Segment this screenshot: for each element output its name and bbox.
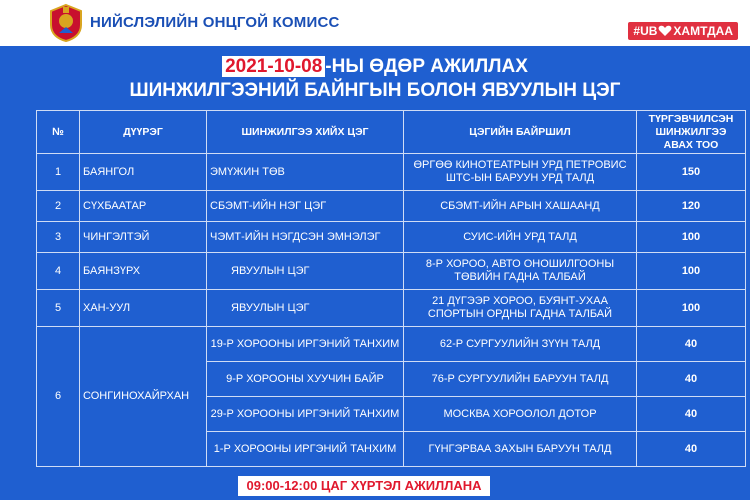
title-line-1 (0, 56, 750, 78)
row-location: СУИС-ИЙН УРД ТАЛД (404, 222, 637, 253)
hashtag-prefix: #UB (633, 24, 658, 38)
row-location: 62-Р СУРГУУЛИЙН ЗҮҮН ТАЛД (404, 327, 637, 362)
row-center: ЯВУУЛЫН ЦЭГ (207, 290, 404, 327)
row-center: 1-Р ХОРООНЫ ИРГЭНИЙ ТАНХИМ (207, 432, 404, 467)
table-header-row (37, 111, 746, 154)
row-center: 19-Р ХОРООНЫ ИРГЭНИЙ ТАНХИМ (207, 327, 404, 362)
row-count: 120 (637, 191, 746, 222)
emblem-icon (47, 3, 85, 43)
row-center: ЭМҮЖИН ТӨВ (207, 154, 404, 191)
table-row (37, 253, 746, 290)
row-center: 29-Р ХОРООНЫ ИРГЭНИЙ ТАНХИМ (207, 397, 404, 432)
row-no: 5 (37, 290, 80, 327)
header-no: № (37, 111, 80, 154)
row-no: 1 (37, 154, 80, 191)
row-location: 76-Р СУРГУУЛИЙН БАРУУН ТАЛД (404, 362, 637, 397)
row-center: ЯВУУЛЫН ЦЭГ (207, 253, 404, 290)
title-date: 2021-10-08 (222, 56, 325, 77)
row-count: 40 (637, 432, 746, 467)
hashtag-badge (628, 22, 738, 40)
row-count: 40 (637, 362, 746, 397)
row-count: 150 (637, 154, 746, 191)
row-location: 21 ДҮГЭЭР ХОРОО, БУЯНТ-УХАА СПОРТЫН ОРДНЫ ГАДНА ТАЛБАЙ (404, 290, 637, 327)
row-location: ГҮНГЭРВАА ЗАХЫН БАРУУН ТАЛД (404, 432, 637, 467)
header-district: ДҮҮРЭГ (80, 111, 207, 154)
working-hours-banner: 09:00-12:00 ЦАГ ХҮРТЭЛ АЖИЛЛАНА (238, 476, 490, 496)
row-district: БАЯНЗҮРХ (80, 253, 207, 290)
header-bar (0, 0, 750, 46)
testing-points-table (36, 110, 746, 467)
row-center: ЧЭМТ-ИЙН НЭГДСЭН ЭМНЭЛЭГ (207, 222, 404, 253)
row-location: СБЭМТ-ИЙН АРЫН ХАШААНД (404, 191, 637, 222)
row-location: ӨРГӨӨ КИНОТЕАТРЫН УРД ПЕТРОВИС ШТС-ЫН БАРУУН УРД ТАЛД (404, 154, 637, 191)
table-row (37, 191, 746, 222)
title-line-2: ШИНЖИЛГЭЭНИЙ БАЙНГЫН БОЛОН ЯВУУЛЫН ЦЭГ (129, 80, 621, 101)
row-location: 8-Р ХОРОО, АВТО ОНОШИЛГООНЫ ТӨВИЙН ГАДНА ТАЛБАЙ (404, 253, 637, 290)
table-row (37, 154, 746, 191)
row-district: ХАН-УУЛ (80, 290, 207, 327)
org-name: НИЙСЛЭЛИЙН ОНЦГОЙ КОМИСС (90, 14, 340, 31)
table-row (37, 222, 746, 253)
row-no: 4 (37, 253, 80, 290)
row-center: СБЭМТ-ИЙН НЭГ ЦЭГ (207, 191, 404, 222)
row-count: 40 (637, 397, 746, 432)
row-no: 2 (37, 191, 80, 222)
row-count: 100 (637, 290, 746, 327)
table-row (37, 290, 746, 327)
header-location: ЦЭГИЙН БАЙРШИЛ (404, 111, 637, 154)
row-district: СҮХБААТАР (80, 191, 207, 222)
header-count: ТҮРГЭВЧИЛСЭН ШИНЖИЛГЭЭ АВАХ ТОО (637, 111, 746, 154)
row-center: 9-Р ХОРООНЫ ХУУЧИН БАЙР (207, 362, 404, 397)
row-district: БАЯНГОЛ (80, 154, 207, 191)
title-line-1-rest: -НЫ ӨДӨР АЖИЛЛАХ (325, 56, 528, 77)
heart-icon (658, 25, 672, 37)
hashtag-suffix: ХАМТДАА (673, 24, 733, 38)
row-no: 3 (37, 222, 80, 253)
row-no: 6 (37, 327, 80, 467)
row-count: 100 (637, 253, 746, 290)
row-count: 100 (637, 222, 746, 253)
row-location: МОСКВА ХОРООЛОЛ ДОТОР (404, 397, 637, 432)
row-count: 40 (637, 327, 746, 362)
row-district: СОНГИНОХАЙРХАН (80, 327, 207, 467)
row-district: ЧИНГЭЛТЭЙ (80, 222, 207, 253)
header-center: ШИНЖИЛГЭЭ ХИЙХ ЦЭГ (207, 111, 404, 154)
table-row (37, 327, 746, 362)
